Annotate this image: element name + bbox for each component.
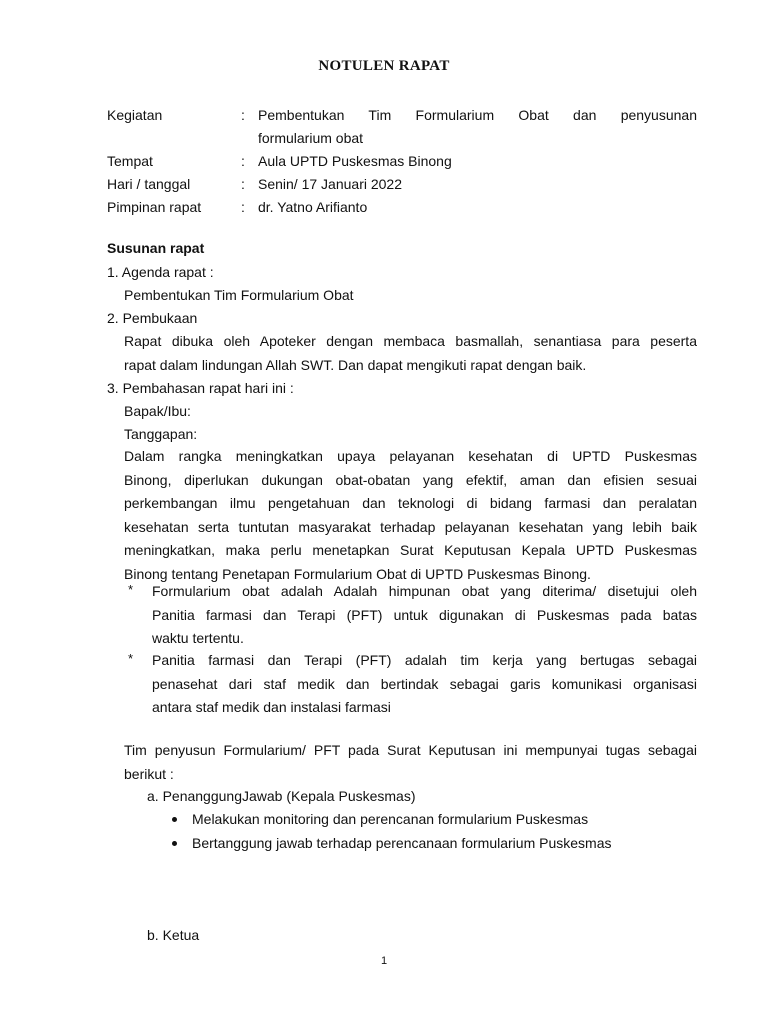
meta-colon: : <box>241 176 245 192</box>
tanggapan-line: Binong, diperlukan dukungan obat-obatan yang efektif, aman dan efisien sesuai <box>124 471 697 488</box>
page-number: 1 <box>380 955 388 967</box>
item-b-ketua: b. Ketua <box>147 927 200 943</box>
definition-line: waktu tertentu. <box>152 630 244 646</box>
definition-item-formularium <box>124 580 697 651</box>
tanggapan-line: kesehatan serta tuntutan masyarakat terhadap pelayanan kesehatan yang lebih baik <box>124 518 697 535</box>
meta-row-pimpinan <box>107 196 697 219</box>
tim-line: berikut : <box>124 765 174 782</box>
definition-line: Formularium obat adalah Adalah himpunan obat yang diterima/ disetujui oleh <box>152 583 697 599</box>
meeting-info <box>107 104 697 219</box>
meta-value-hari: Senin/ 17 Januari 2022 <box>258 176 402 192</box>
meta-value-pimpinan: dr. Yatno Arifianto <box>258 199 368 215</box>
tim-paragraph <box>124 739 697 786</box>
tim-line: Tim penyusun Formularium/ PFT pada Surat Keputusan ini mempunyai tugas sebagai <box>124 742 697 758</box>
meta-label-tempat: Tempat <box>107 153 153 169</box>
tanggapan-line: meningkatkan, maka perlu menetapkan Surat Keputusan Kepala UPTD Puskesmas <box>124 542 697 558</box>
pembahasan-heading: 3. Pembahasan rapat hari ini : <box>107 380 294 396</box>
meta-colon: : <box>241 153 245 169</box>
meta-colon: : <box>241 107 245 123</box>
tanggapan-line: Dalam rangka meningkatkan upaya pelayanan kesehatan di UPTD Puskesmas <box>124 448 697 464</box>
meta-label-hari: Hari / tanggal <box>107 176 191 192</box>
bullet-dot-icon <box>172 817 177 822</box>
definition-line: antara staf medik dan instalasi farmasi <box>152 699 391 715</box>
definition-line: Panitia farmasi dan Terapi (PFT) adalah tim kerja yang bertugas sebagai <box>152 652 697 668</box>
definition-line: Panitia farmasi dan Terapi (PFT) untuk digunakan di Puskesmas pada batas <box>152 606 697 623</box>
meta-row-kegiatan <box>107 104 697 127</box>
meta-row-hari <box>107 173 697 196</box>
pembukaan-line: Rapat dibuka oleh Apoteker dengan membaca basmallah, senantiasa para peserta <box>124 333 697 349</box>
bullet-item: Bertanggung jawab terhadap perencanaan formularium Puskesmas <box>192 835 612 851</box>
meta-row-tempat <box>107 150 697 173</box>
susunan-heading: Susunan rapat <box>107 240 205 256</box>
asterisk-bullet-icon: * <box>128 651 134 666</box>
meta-label-pimpinan: Pimpinan rapat <box>107 199 202 215</box>
meta-value-tempat: Aula UPTD Puskesmas Binong <box>258 153 452 169</box>
definition-line: penasehat dari staf medik dan bertindak sebagai garis komunikasi organisasi <box>152 675 697 692</box>
bapak-ibu-label: Bapak/Ibu: <box>124 403 191 419</box>
tanggapan-paragraph <box>124 445 697 586</box>
definition-text <box>152 649 697 720</box>
document-title: NOTULEN RAPAT <box>318 58 450 74</box>
tanggapan-line: perkembangan ilmu pengetahuan dan teknologi di bidang farmasi dan peralatan <box>124 495 697 511</box>
agenda-text: Pembentukan Tim Formularium Obat <box>124 287 354 303</box>
pembukaan-heading: 2. Pembukaan <box>107 310 198 326</box>
asterisk-bullet-icon: * <box>128 582 134 597</box>
item-a-penanggung-jawab: a. PenanggungJawab (Kepala Puskesmas) <box>147 788 416 804</box>
tanggapan-line: Binong tentang Penetapan Formularium Obat di UPTD Puskesmas Binong. <box>124 565 591 582</box>
agenda-heading: 1. Agenda rapat : <box>107 264 214 280</box>
tanggapan-label: Tanggapan: <box>124 426 198 442</box>
meta-label-kegiatan: Kegiatan <box>107 107 163 123</box>
definition-item-pft <box>124 649 697 720</box>
definition-text <box>152 580 697 651</box>
meta-value-kegiatan-cont: formularium obat <box>258 130 364 146</box>
bullet-dot-icon <box>172 841 177 846</box>
pembukaan-line: rapat dalam lindungan Allah SWT. Dan dapat mengikuti rapat dengan baik. <box>124 356 587 373</box>
meta-colon: : <box>241 199 245 215</box>
bullet-item: Melakukan monitoring dan perencanan formularium Puskesmas <box>192 811 589 827</box>
pembukaan-paragraph <box>124 330 697 377</box>
meta-value-kegiatan: Pembentukan Tim Formularium Obat dan penyusunan <box>258 107 697 123</box>
